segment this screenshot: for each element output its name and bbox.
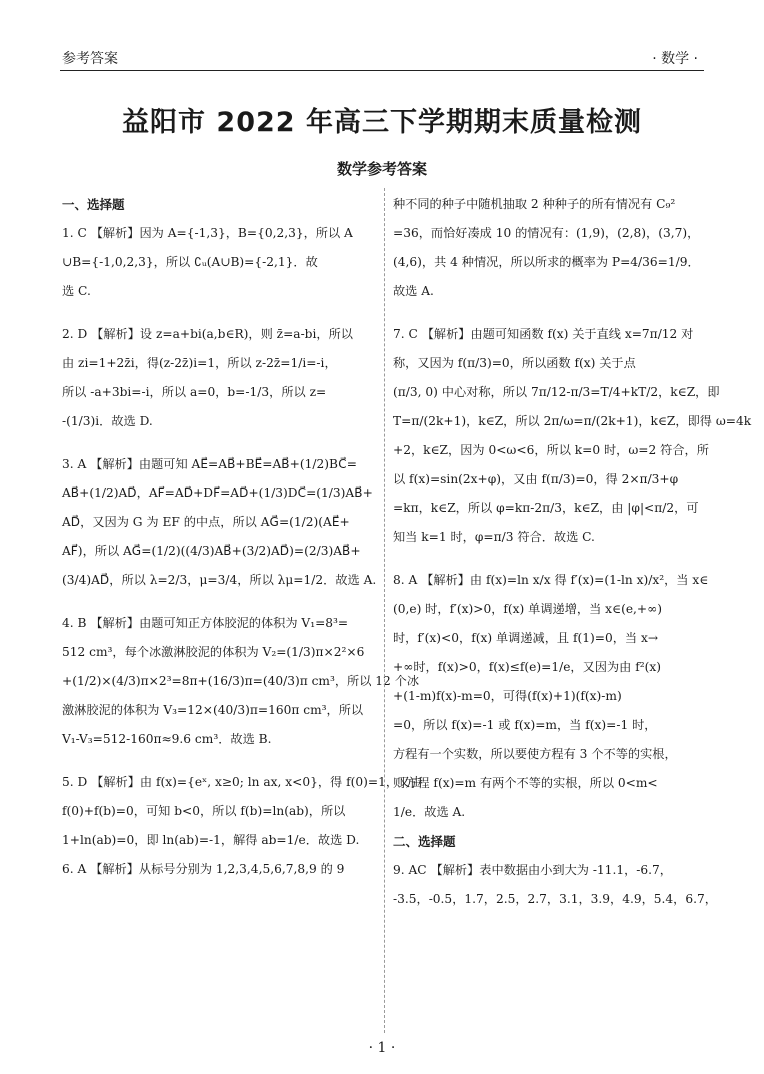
- header-subject-label: · 数学 ·: [652, 51, 698, 67]
- section-heading: 二、选择题: [393, 834, 456, 849]
- text-line: 3. A 【解析】由题可知 AE⃗=AB⃗+BE⃗=AB⃗+(1/2)BC⃗=: [62, 457, 357, 471]
- text-line: 1. C 【解析】因为 A={-1,3}，B={0,2,3}，所以 A: [62, 226, 353, 240]
- spacer: [62, 754, 374, 768]
- spacer: [62, 436, 374, 450]
- text-line: ∪B={-1,0,2,3}，所以 ∁ᵤ(A∪B)={-2,1}．故: [62, 255, 318, 269]
- spacer: [62, 595, 374, 609]
- text-line: AD⃗，又因为 G 为 EF 的中点，所以 AG⃗=(1/2)(AE⃗+: [62, 515, 350, 529]
- text-line: (3/4)AD⃗，所以 λ=2/3，μ=3/4，所以 λμ=1/2．故选 A.: [62, 573, 377, 587]
- text-line: +(1/2)×(4/3)π×2³=8π+(16/3)π=(40/3)π cm³，所以 12 个冰: [62, 674, 420, 688]
- text-line: (4,6)，共 4 种情况，所以所求的概率为 P=4/36=1/9．: [393, 255, 700, 269]
- text-line: 由 zi=1+2z̄i，得(z-2z̄)i=1，所以 z-2z̄=1/i=-i，: [62, 356, 337, 370]
- text-line: 所以 -a+3bi=-i，所以 a=0，b=-1/3，所以 z=: [62, 385, 327, 399]
- text-line: 1+ln(ab)=0，即 ln(ab)=-1，解得 ab=1/e．故选 D.: [62, 833, 360, 847]
- section-heading: 一、选择题: [62, 197, 125, 212]
- text-line: 故选 A.: [393, 284, 434, 298]
- header-left-label: 参考答案: [62, 51, 118, 67]
- text-line: 7. C 【解析】由题可知函数 f(x) 关于直线 x=7π/12 对: [393, 327, 694, 341]
- text-line: +∞时，f(x)>0，f(x)≤f(e)=1/e，又因为由 f²(x): [393, 660, 661, 674]
- text-line: 5. D 【解析】由 f(x)={eˣ, x≥0; ln ax, x<0}，得 f(0)=1，又由: [62, 775, 423, 789]
- text-line: 选 C.: [62, 284, 91, 298]
- text-line: =36，而恰好凑成 10 的情况有：(1,9)，(2,8)，(3,7)，: [393, 226, 700, 240]
- text-line: V₁-V₃=512-160π≈9.6 cm³．故选 B.: [62, 732, 272, 746]
- right-column: [393, 190, 752, 914]
- text-line: 512 cm³，每个冰激淋胶泥的体积为 V₂=(1/3)π×2²×6: [62, 645, 365, 659]
- page-subtitle: 数学参考答案: [336, 160, 427, 178]
- text-line: 激淋胶泥的体积为 V₃=12×(40/3)π=160π cm³，所以: [62, 703, 364, 717]
- spacer: [393, 306, 708, 320]
- text-line: AB⃗+(1/2)AD⃗，AF⃗=AD⃗+DF⃗=AD⃗+(1/3)DC⃗=(1/3)AB⃗+: [62, 486, 373, 500]
- text-line: 1/e．故选 A.: [393, 805, 466, 819]
- text-line: 方程有一个实数，所以要使方程有 3 个不等的实根，: [393, 747, 677, 761]
- page-title: 益阳市 2022 年高三下学期期末质量检测: [122, 107, 642, 138]
- text-line: =0，所以 f(x)=-1 或 f(x)=m，当 f(x)=-1 时，: [393, 718, 657, 732]
- text-line: AF⃗)，所以 AG⃗=(1/2)((4/3)AB⃗+(3/2)AD⃗)=(2/3)AB⃗+: [62, 544, 361, 558]
- page-number: · 1 ·: [368, 1040, 396, 1056]
- text-line: 时，f′(x)<0，f(x) 单调递减，且 f(1)=0，当 x→: [393, 631, 659, 645]
- text-line: T=π/(2k+1)，k∈Z，所以 2π/ω=π/(2k+1)，k∈Z，即得 ω=4k: [393, 414, 752, 428]
- text-line: 种不同的种子中随机抽取 2 种种子的所有情况有 C₉²: [393, 197, 676, 211]
- text-line: +2，k∈Z，因为 0<ω<6，所以 k=0 时，ω=2 符合，所: [393, 443, 709, 457]
- text-line: (π/3, 0) 中心对称，所以 7π/12-π/3=T/4+kT/2，k∈Z，即: [393, 385, 720, 399]
- spacer: [62, 306, 374, 320]
- text-line: 知当 k=1 时，φ=π/3 符合．故选 C.: [393, 530, 595, 544]
- spacer: [393, 552, 708, 566]
- text-line: -3.5，-0.5，1.7，2.5，2.7，3.1，3.9，4.9，5.4，6.7，: [393, 892, 717, 906]
- text-line: 则方程 f(x)=m 有两个不等的实根，所以 0<m<: [393, 776, 658, 790]
- text-line: 8. A 【解析】由 f(x)=ln x/x 得 f′(x)=(1-ln x)/x²，当 x∈: [393, 573, 709, 587]
- header-rule: [60, 70, 704, 71]
- text-line: (0,e) 时，f′(x)>0，f(x) 单调递增，当 x∈(e,+∞): [393, 602, 663, 616]
- text-line: =kπ，k∈Z，所以 φ=kπ-2π/3，k∈Z，由 |φ|<π/2，可: [393, 501, 699, 515]
- text-line: -(1/3)i．故选 D.: [62, 414, 153, 428]
- column-divider: [384, 188, 385, 1033]
- text-line: +(1-m)f(x)-m=0，可得(f(x)+1)(f(x)-m): [393, 689, 622, 703]
- text-line: 2. D 【解析】设 z=a+bi(a,b∈R)，则 z̄=a-bi，所以: [62, 327, 353, 341]
- text-line: f(0)+f(b)=0，可知 b<0，所以 f(b)=ln(ab)，所以: [62, 804, 346, 818]
- text-line: 称，又因为 f(π/3)=0，所以函数 f(x) 关于点: [393, 356, 636, 370]
- text-line: 9. AC 【解析】表中数据由小到大为 -11.1，-6.7，: [393, 863, 672, 877]
- left-column: [62, 190, 423, 884]
- text-line: 6. A 【解析】从标号分别为 1,2,3,4,5,6,7,8,9 的 9: [62, 862, 345, 876]
- text-line: 以 f(x)=sin(2x+φ)，又由 f(π/3)=0，得 2×π/3+φ: [393, 472, 679, 486]
- text-line: 4. B 【解析】由题可知正方体胶泥的体积为 V₁=8³=: [62, 616, 349, 630]
